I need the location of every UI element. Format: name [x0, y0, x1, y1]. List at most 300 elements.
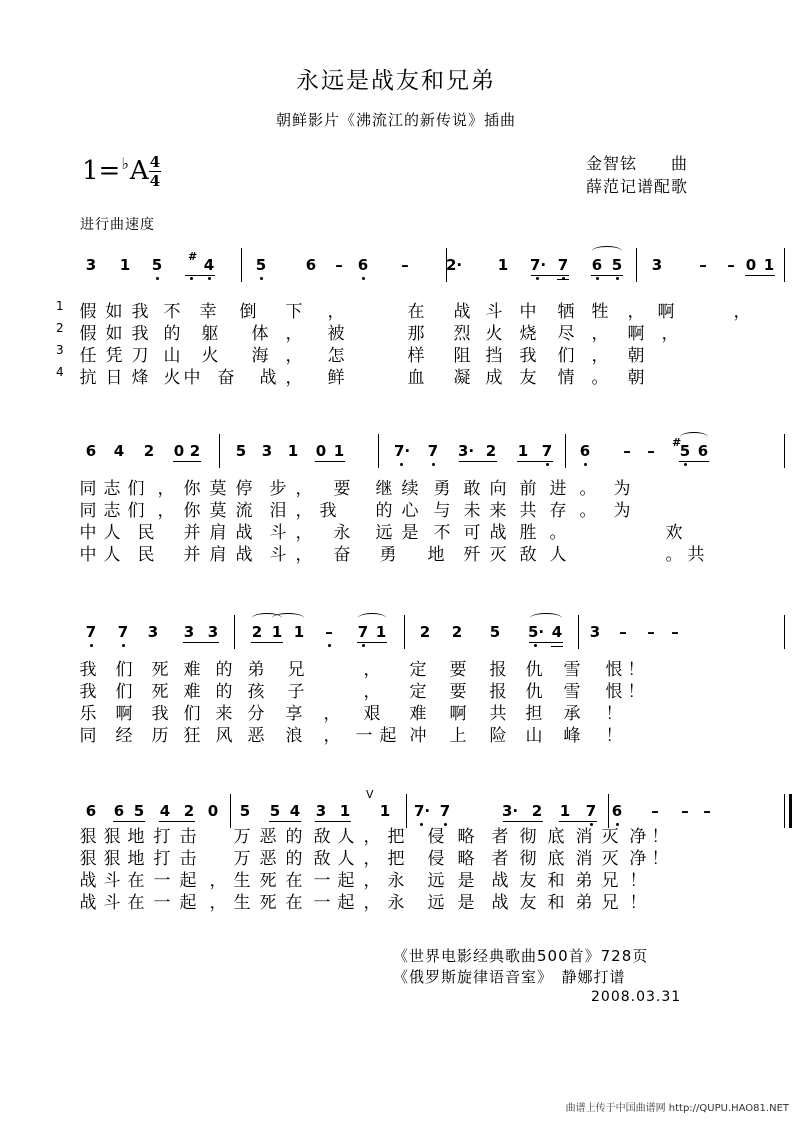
lyric-char: 起	[179, 871, 197, 891]
lyric-char: 一	[313, 893, 331, 913]
note: 3	[207, 623, 219, 641]
octave-dot	[362, 277, 365, 280]
lyric-char: 报	[489, 682, 507, 702]
octave-dot	[156, 277, 159, 280]
lyric-char: 成	[485, 368, 503, 388]
beam-line	[679, 461, 709, 462]
lyric-char: 承	[563, 704, 581, 724]
note: 2	[485, 442, 497, 460]
lyric-char: 彻	[519, 849, 537, 869]
note: 1	[517, 442, 529, 460]
lyric-char: 要	[449, 660, 467, 680]
lyric-char: 兄	[287, 660, 305, 680]
note: –	[401, 256, 409, 274]
note: 2	[451, 623, 463, 641]
lyric-char: 挡	[485, 346, 503, 366]
lyric-char: 战	[259, 368, 277, 388]
time-signature	[149, 154, 161, 189]
lyric-char: 勇	[379, 545, 397, 565]
lyric-char: 共	[519, 501, 537, 521]
lyric-char: ，	[323, 704, 341, 724]
octave-dot	[596, 277, 599, 280]
lyric-char: 人	[337, 849, 355, 869]
lyric-char: 。	[579, 479, 597, 499]
note: 2·	[446, 256, 463, 274]
lyric-char: 斗	[103, 893, 121, 913]
lyric-char: 战	[235, 545, 253, 565]
bar-line	[219, 434, 220, 468]
lyric-char: 在	[127, 871, 145, 891]
lyric-char: 战	[491, 871, 509, 891]
beam-line	[531, 275, 569, 276]
lyric-char: 一	[153, 871, 171, 891]
lyric-char: ！	[605, 726, 623, 746]
lyric-char: 战	[235, 523, 253, 543]
source-date: 2008.03.31	[591, 989, 682, 1005]
note: 7	[439, 802, 451, 820]
lyric-char: 战	[453, 302, 471, 322]
lyric-char: 泪	[269, 501, 287, 521]
lyric-char: 永	[387, 871, 405, 891]
lyric-char: 前	[519, 479, 537, 499]
lyric-char: 海	[251, 346, 269, 366]
lyric-char: 并	[183, 545, 201, 565]
lyric-char: 存	[549, 501, 567, 521]
beam-line	[183, 642, 219, 643]
lyric-char: 峰	[563, 726, 581, 746]
lyric-char: 不	[163, 302, 181, 322]
lyric-char: 弟	[247, 660, 265, 680]
beam-line-double	[557, 279, 569, 280]
note: –	[651, 802, 659, 820]
note: 6	[113, 802, 125, 820]
lyric-char: 生	[233, 893, 251, 913]
note: 2	[251, 623, 263, 641]
lyric-char: 啊	[449, 704, 467, 724]
lyric-char: ！	[627, 660, 645, 680]
lyric-char: 一	[153, 893, 171, 913]
note: 6	[85, 442, 97, 460]
lyric-char: 弟	[575, 893, 593, 913]
note: 2	[531, 802, 543, 820]
note: 5	[255, 256, 267, 274]
lyric-char: 与	[433, 501, 451, 521]
octave-dot	[616, 277, 619, 280]
lyric-char: 流	[235, 501, 253, 521]
lyric-char: 冲	[409, 726, 427, 746]
lyric-char: 莫	[209, 501, 227, 521]
note: 6	[697, 442, 709, 460]
note: 1	[375, 623, 387, 641]
lyric-char: 那	[407, 324, 425, 344]
note: 7	[585, 802, 597, 820]
lyric-char: 侵	[427, 849, 445, 869]
beam-line	[459, 461, 497, 462]
bar-line	[446, 248, 447, 282]
lyric-char: 孩	[247, 682, 265, 702]
beam-line-double	[551, 646, 563, 647]
beam-line	[315, 461, 345, 462]
lyric-char: 志	[103, 479, 121, 499]
lyric-char: 享	[285, 704, 303, 724]
lyric-char: 侵	[427, 827, 445, 847]
lyric-char: 山	[163, 346, 181, 366]
note: 2	[419, 623, 431, 641]
lyric-char: ，	[323, 726, 341, 746]
lyric-char: 恶	[259, 849, 277, 869]
lyric-char: ，	[363, 827, 381, 847]
lyric-char: 难	[183, 682, 201, 702]
lyric-char: 牺	[557, 302, 575, 322]
arranger-credit: 薛范记谱配歌	[586, 177, 689, 196]
lyric-char: 民	[137, 545, 155, 565]
lyric-char: 斗	[103, 871, 121, 891]
key-signature	[82, 156, 149, 186]
note: 3	[147, 623, 159, 641]
beam-line	[529, 642, 563, 643]
lyric-char: 险	[489, 726, 507, 746]
lyric-char: 火	[485, 324, 503, 344]
lyric-char: 担	[525, 704, 543, 724]
lyric-char: 彻	[519, 827, 537, 847]
lyric-char: 子	[287, 682, 305, 702]
lyric-char: ，	[295, 545, 313, 565]
lyric-char: 假	[79, 302, 97, 322]
lyric-char: 阻	[453, 346, 471, 366]
note: 3	[85, 256, 97, 274]
note: 3	[183, 623, 195, 641]
lyric-char: 起	[179, 893, 197, 913]
note: 7	[85, 623, 97, 641]
lyric-char: 我	[519, 346, 537, 366]
verse-number: 3	[56, 343, 64, 357]
lyric-char: 和	[547, 871, 565, 891]
lyric-char: ！	[629, 871, 647, 891]
lyric-char: 底	[547, 849, 565, 869]
lyric-line	[78, 655, 718, 680]
lyric-line	[78, 518, 718, 543]
note: 2	[143, 442, 155, 460]
note: 0	[315, 442, 327, 460]
lyric-char: ，	[733, 302, 751, 322]
lyric-char: 的	[163, 324, 181, 344]
bar-line	[636, 248, 637, 282]
lyric-char: 灭	[489, 545, 507, 565]
lyric-char: ，	[209, 893, 227, 913]
watermark: 曲谱上传于中国曲谱网 http://QUPU.HAO81.NET	[565, 1103, 789, 1114]
lyric-char: 恶	[247, 726, 265, 746]
note: –	[671, 623, 679, 641]
lyric-char: 狠	[103, 827, 121, 847]
lyric-char: 斗	[269, 523, 287, 543]
lyric-char: 把	[387, 849, 405, 869]
key-prefix: 1=	[82, 156, 121, 186]
lyric-char: 敌	[313, 827, 331, 847]
bar-line	[241, 248, 242, 282]
note: 3	[651, 256, 663, 274]
lyric-char: 中	[79, 523, 97, 543]
lyric-char: 。	[549, 523, 567, 543]
note: 1	[497, 256, 509, 274]
lyric-char: ，	[363, 871, 381, 891]
lyric-char: 血	[407, 368, 425, 388]
lyric-char: 起	[379, 726, 397, 746]
note: –	[727, 256, 735, 274]
note: 6	[611, 802, 623, 820]
note: 7	[357, 623, 369, 641]
bar-line	[784, 615, 785, 649]
lyric-char: 报	[489, 660, 507, 680]
lyric-char: 消	[575, 849, 593, 869]
verse-number: 1	[56, 299, 64, 313]
lyric-char: ，	[157, 479, 175, 499]
lyric-char: 啊	[115, 704, 133, 724]
note: 2	[183, 802, 195, 820]
lyric-char: 抗	[79, 368, 97, 388]
lyric-char: 在	[407, 302, 425, 322]
lyric-char: 肩	[209, 523, 227, 543]
bar-line	[404, 615, 405, 649]
note: 1	[379, 802, 391, 820]
lyric-char: 永	[387, 893, 405, 913]
lyric-char: 胜	[519, 523, 537, 543]
lyric-char: 刀	[131, 346, 149, 366]
lyric-char: ，	[591, 324, 609, 344]
lyric-char: 莫	[209, 479, 227, 499]
note: 7·	[414, 802, 431, 820]
lyric-char: 净	[629, 849, 647, 869]
lyric-char: ，	[209, 871, 227, 891]
lyric-char: 们	[127, 479, 145, 499]
lyric-char: 的	[285, 827, 303, 847]
lyric-char: 万	[233, 827, 251, 847]
note: 4	[159, 802, 171, 820]
lyric-char: 敌	[313, 849, 331, 869]
lyric-char: 击	[179, 827, 197, 847]
lyric-char: 烈	[453, 324, 471, 344]
lyric-char: 停	[235, 479, 253, 499]
lyric-char: 为	[613, 501, 631, 521]
lyric-char: 远	[427, 871, 445, 891]
lyric-char: 狠	[79, 827, 97, 847]
lyric-char: 我	[319, 501, 337, 521]
notation-row	[78, 611, 718, 661]
lyric-char: 假	[79, 324, 97, 344]
beam-line	[745, 275, 775, 276]
lyric-line	[78, 866, 718, 891]
note: 0	[745, 256, 757, 274]
lyric-char: 人	[337, 827, 355, 847]
beam-line	[185, 275, 215, 276]
slur	[272, 613, 304, 623]
lyric-char: 倒	[239, 302, 257, 322]
note: 6	[305, 256, 317, 274]
lyric-char: 同	[79, 479, 97, 499]
lyric-char: 朝	[627, 368, 645, 388]
lyric-char: 奋	[217, 368, 235, 388]
lyric-char: 下	[285, 302, 303, 322]
lyric-char: 人	[103, 545, 121, 565]
lyric-char: 略	[457, 849, 475, 869]
note: 4	[551, 623, 563, 641]
note: 5	[679, 442, 691, 460]
lyric-char: ！	[627, 682, 645, 702]
note: 1	[339, 802, 351, 820]
lyric-char: ，	[327, 302, 345, 322]
lyric-char: 灭	[601, 849, 619, 869]
note: 3·	[502, 802, 519, 820]
flat-icon: ♭	[121, 154, 129, 173]
lyric-char: 难	[409, 704, 427, 724]
lyric-char: 欢	[665, 523, 683, 543]
lyric-char: 者	[491, 849, 509, 869]
lyric-char: 打	[153, 849, 171, 869]
lyric-char: 斗	[485, 302, 503, 322]
time-signature-bottom: 4	[149, 172, 161, 190]
lyric-char: 永	[333, 523, 351, 543]
sharp-icon: #	[188, 250, 198, 263]
lyric-char: 弟	[575, 871, 593, 891]
note: 5	[151, 256, 163, 274]
note: 1	[293, 623, 305, 641]
lyric-char: 向	[489, 479, 507, 499]
lyric-char: 要	[333, 479, 351, 499]
lyric-char: 怎	[327, 346, 345, 366]
lyric-char: 我	[151, 704, 169, 724]
lyric-line	[78, 363, 718, 388]
lyric-char: 战	[491, 893, 509, 913]
note: 0	[173, 442, 185, 460]
lyric-char: 。	[665, 545, 683, 565]
source-studio: 《俄罗斯旋律语音室》 静娜打谱	[393, 968, 626, 986]
octave-dot	[208, 277, 211, 280]
lyric-char: 起	[337, 893, 355, 913]
note: –	[325, 623, 333, 641]
lyric-char: 凝	[453, 368, 471, 388]
lyric-char: 分	[247, 704, 265, 724]
lyric-char: 任	[79, 346, 97, 366]
composer-credit: 金智铉 曲	[586, 154, 689, 173]
lyric-char: 志	[103, 501, 121, 521]
lyric-char: 的	[375, 501, 393, 521]
lyric-char: 战	[489, 523, 507, 543]
lyric-char: 恶	[259, 827, 277, 847]
note: 1	[333, 442, 345, 460]
lyric-char: 同	[79, 501, 97, 521]
note: 1	[271, 623, 283, 641]
lyric-char: 体	[251, 324, 269, 344]
lyric-line	[78, 540, 718, 565]
lyric-char: 敌	[519, 545, 537, 565]
lyric-char: 人	[549, 545, 567, 565]
note: 5	[489, 623, 501, 641]
note: 0	[207, 802, 219, 820]
note: 3·	[458, 442, 475, 460]
lyric-char: 战	[79, 871, 97, 891]
lyric-char: ，	[363, 682, 381, 702]
note: 4	[289, 802, 301, 820]
lyric-char: 民	[137, 523, 155, 543]
lyric-char: 击	[179, 849, 197, 869]
lyric-char: 底	[547, 827, 565, 847]
lyric-char: ，	[295, 501, 313, 521]
lyric-char: 的	[285, 849, 303, 869]
lyric-char: 中	[79, 545, 97, 565]
beam-line	[173, 461, 201, 462]
lyric-char: 可	[463, 523, 481, 543]
lyric-line	[78, 822, 718, 847]
slur	[358, 613, 386, 623]
lyric-char: 打	[153, 827, 171, 847]
lyric-char: 生	[233, 871, 251, 891]
lyric-char: 地	[427, 545, 445, 565]
note: 7	[541, 442, 553, 460]
lyric-char: 的	[215, 660, 233, 680]
lyric-char: 兄	[601, 871, 619, 891]
lyric-line	[78, 888, 718, 913]
note: –	[681, 802, 689, 820]
lyric-char: 啊	[627, 324, 645, 344]
lyric-char: 雪	[563, 682, 581, 702]
lyric-char: 火	[201, 346, 219, 366]
lyric-char: 勇	[433, 479, 451, 499]
note: 6	[579, 442, 591, 460]
lyric-char: 幸	[199, 302, 217, 322]
lyric-char: 不	[433, 523, 451, 543]
lyric-char: 消	[575, 827, 593, 847]
note: 1	[559, 802, 571, 820]
lyric-char: ，	[363, 893, 381, 913]
lyric-char: 的	[215, 682, 233, 702]
lyric-char: ，	[363, 849, 381, 869]
bar-line	[234, 615, 235, 649]
lyric-char: ，	[295, 479, 313, 499]
lyric-char: 火	[163, 368, 181, 388]
lyric-char: 来	[215, 704, 233, 724]
lyric-char: 一	[355, 726, 373, 746]
note: 7	[557, 256, 569, 274]
breath-mark-icon: V	[366, 788, 374, 801]
lyric-char: 山	[525, 726, 543, 746]
note: –	[623, 442, 631, 460]
lyric-char: 地	[127, 849, 145, 869]
octave-dot	[584, 463, 587, 466]
octave-dot	[534, 644, 537, 647]
lyric-char: 在	[285, 871, 303, 891]
lyric-char: 继	[375, 479, 393, 499]
note: 3	[589, 623, 601, 641]
octave-dot	[400, 463, 403, 466]
lyric-char: 肩	[209, 545, 227, 565]
note: 5	[133, 802, 145, 820]
lyric-char: 万	[233, 849, 251, 869]
lyric-char: 是	[401, 523, 419, 543]
bar-line	[784, 248, 785, 282]
octave-dot	[684, 463, 687, 466]
lyric-char: 歼	[463, 545, 481, 565]
octave-dot	[432, 463, 435, 466]
note: 7·	[530, 256, 547, 274]
lyric-char: 狠	[79, 849, 97, 869]
lyric-char: 人	[103, 523, 121, 543]
lyric-char: 起	[337, 871, 355, 891]
lyric-char: 奋	[333, 545, 351, 565]
lyric-char: 和	[547, 893, 565, 913]
lyric-char: 共	[489, 704, 507, 724]
lyric-char: 死	[259, 893, 277, 913]
lyric-char: 死	[151, 660, 169, 680]
lyric-char: 情	[557, 368, 575, 388]
